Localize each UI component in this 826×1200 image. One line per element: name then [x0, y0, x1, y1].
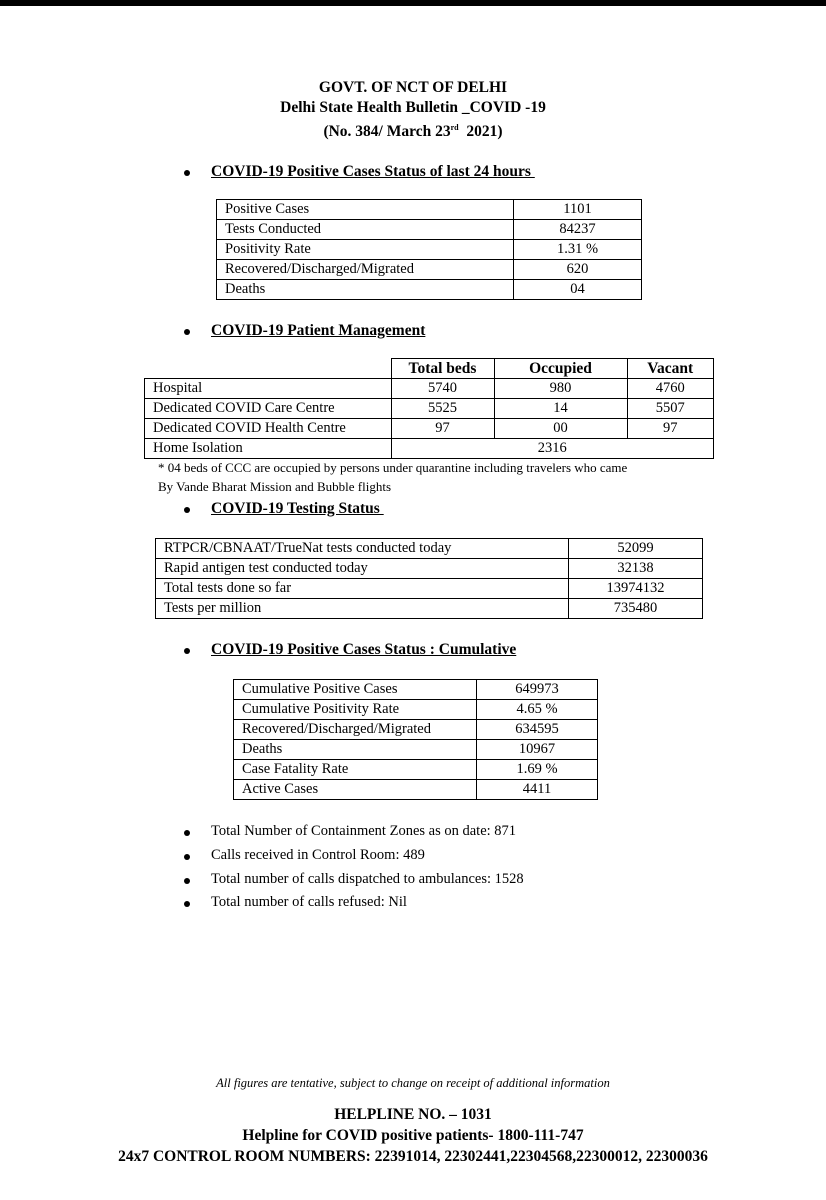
table-row	[156, 599, 703, 619]
last24-table	[216, 199, 642, 300]
disclaimer: All figures are tentative, subject to change on receipt of additional information	[216, 1076, 610, 1090]
occupied-value: 00	[494, 419, 627, 439]
row-value: 1.69 %	[477, 760, 598, 780]
patient-management-table	[144, 358, 714, 459]
table-row	[145, 379, 714, 399]
containment-zones-info: Total Number of Containment Zones as on date: 871	[211, 823, 517, 839]
table-row	[234, 780, 598, 800]
row-label: Dedicated COVID Care Centre	[145, 399, 392, 419]
table-row	[234, 700, 598, 720]
ccc-footnote-line1: * 04 beds of CCC are occupied by persons under quarantine including travelers who came	[158, 460, 628, 475]
bulletin-header	[0, 78, 826, 142]
row-label: Recovered/Discharged/Migrated	[234, 720, 477, 740]
row-value: 4.65 %	[477, 700, 598, 720]
row-value: 1101	[514, 200, 642, 220]
refused-calls-info: Total number of calls refused: Nil	[211, 894, 407, 910]
row-label: Cumulative Positive Cases	[234, 680, 477, 700]
row-label: Deaths	[217, 280, 514, 300]
table-row	[217, 200, 642, 220]
occupied-value: 14	[494, 399, 627, 419]
row-label: Active Cases	[234, 780, 477, 800]
table-row	[234, 760, 598, 780]
row-label: Rapid antigen test conducted today	[156, 559, 569, 579]
row-value: 4411	[477, 780, 598, 800]
row-label: Hospital	[145, 379, 392, 399]
cumulative-table	[233, 679, 598, 800]
top-border	[0, 0, 826, 6]
table-row	[217, 260, 642, 280]
bullet-icon	[184, 854, 190, 860]
ambulance-calls-info: Total number of calls dispatched to ambulances: 1528	[211, 871, 524, 887]
col-header-total-beds: Total beds	[391, 359, 494, 379]
row-value: 84237	[514, 220, 642, 240]
table-row	[156, 539, 703, 559]
row-label: Tests per million	[156, 599, 569, 619]
helpline-covid: Helpline for COVID positive patients- 1800-111-747	[242, 1127, 584, 1144]
bullet-icon	[184, 170, 190, 176]
row-value: 634595	[477, 720, 598, 740]
row-value: 52099	[569, 539, 703, 559]
section-title-patient-management: COVID-19 Patient Management	[211, 322, 426, 339]
bullet-icon	[184, 648, 190, 654]
home-isolation-value: 2316	[391, 439, 714, 459]
section-title-cumulative: COVID-19 Positive Cases Status : Cumulative	[211, 641, 517, 658]
occupied-value: 980	[494, 379, 627, 399]
control-room-numbers: 24x7 CONTROL ROOM NUMBERS: 22391014, 22302441,22304568,22300012, 22300036	[118, 1148, 708, 1165]
row-value: 04	[514, 280, 642, 300]
bullet-icon	[184, 878, 190, 884]
row-value: 620	[514, 260, 642, 280]
table-row	[234, 680, 598, 700]
bullet-icon	[184, 507, 190, 513]
table-header-row	[145, 359, 714, 379]
table-row	[145, 419, 714, 439]
row-value: 735480	[569, 599, 703, 619]
row-value: 649973	[477, 680, 598, 700]
row-label: Home Isolation	[145, 439, 392, 459]
bullet-icon	[184, 830, 190, 836]
row-value: 10967	[477, 740, 598, 760]
total-beds-value: 5740	[391, 379, 494, 399]
col-header-vacant: Vacant	[627, 359, 714, 379]
row-label: Total tests done so far	[156, 579, 569, 599]
total-beds-value: 5525	[391, 399, 494, 419]
vacant-value: 97	[627, 419, 714, 439]
row-label: Cumulative Positivity Rate	[234, 700, 477, 720]
col-header-occupied: Occupied	[494, 359, 627, 379]
table-row	[217, 280, 642, 300]
bulletin-title: Delhi State Health Bulletin _COVID -19	[280, 99, 546, 116]
total-beds-value: 97	[391, 419, 494, 439]
table-row	[217, 220, 642, 240]
testing-table	[155, 538, 703, 619]
row-value: 1.31 %	[514, 240, 642, 260]
table-row	[217, 240, 642, 260]
row-label: Recovered/Discharged/Migrated	[217, 260, 514, 280]
row-label: RTPCR/CBNAAT/TrueNat tests conducted today	[156, 539, 569, 559]
section-title-testing: COVID-19 Testing Status	[211, 500, 384, 517]
vacant-value: 5507	[627, 399, 714, 419]
govt-title: GOVT. OF NCT OF DELHI	[318, 79, 508, 96]
vacant-value: 4760	[627, 379, 714, 399]
row-label: Case Fatality Rate	[234, 760, 477, 780]
table-row	[156, 579, 703, 599]
ccc-footnote-line2: By Vande Bharat Mission and Bubble flights	[158, 479, 392, 494]
row-value: 13974132	[569, 579, 703, 599]
helpline-number: HELPLINE NO. – 1031	[334, 1106, 492, 1123]
table-row	[145, 439, 714, 459]
row-value: 32138	[569, 559, 703, 579]
bullet-icon	[184, 901, 190, 907]
row-label: Positive Cases	[217, 200, 514, 220]
table-row	[156, 559, 703, 579]
section-title-last24: COVID-19 Positive Cases Status of last 24 hours	[211, 163, 535, 180]
row-label: Tests Conducted	[217, 220, 514, 240]
table-row	[234, 740, 598, 760]
table-row	[234, 720, 598, 740]
row-label: Deaths	[234, 740, 477, 760]
row-label: Positivity Rate	[217, 240, 514, 260]
table-row	[145, 399, 714, 419]
bulletin-number: (No. 384/ March 23rd 2021)	[323, 123, 503, 140]
bullet-icon	[184, 329, 190, 335]
control-room-calls-info: Calls received in Control Room: 489	[211, 847, 425, 863]
row-label: Dedicated COVID Health Centre	[145, 419, 392, 439]
